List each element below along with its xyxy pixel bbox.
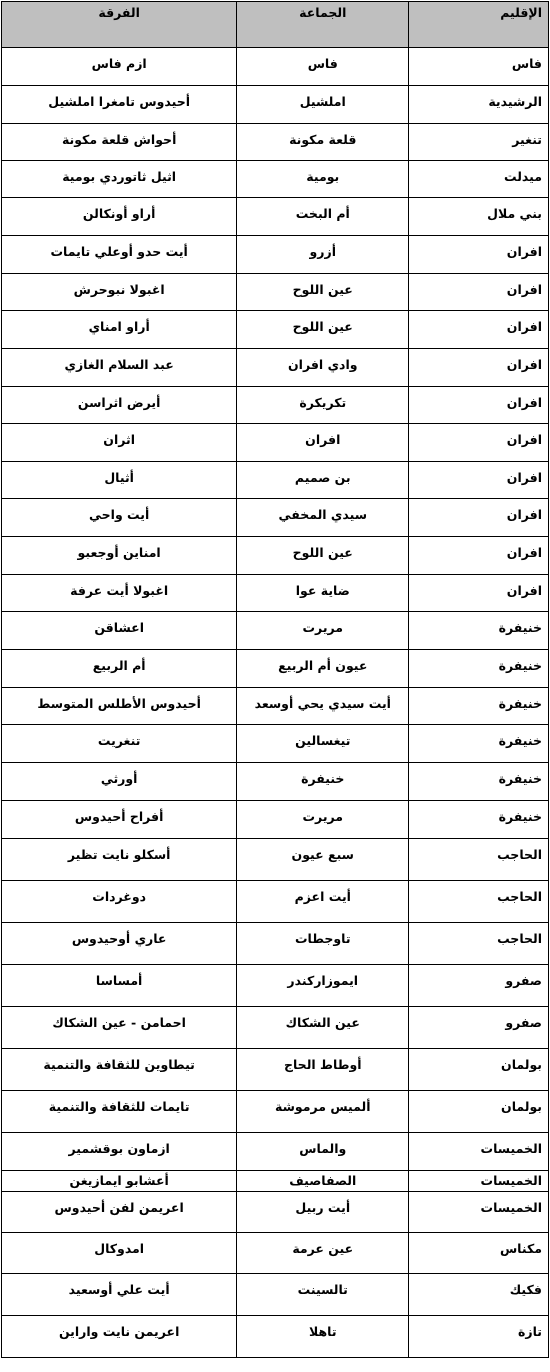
cell-commune: ضاية عوا [237, 575, 409, 612]
cell-troupe: أحيدوس الأطلس المتوسط [2, 688, 237, 725]
cell-province: بولمان [409, 1091, 549, 1133]
header-commune: الجماعة [237, 2, 409, 48]
cell-province: افران [409, 311, 549, 349]
cell-commune: تاوجطات [237, 923, 409, 965]
cell-province: افران [409, 462, 549, 499]
cell-commune: بن صميم [237, 462, 409, 499]
cell-commune: أزرو [237, 236, 409, 274]
cell-troupe: احمامن - عين الشكاك [2, 1007, 237, 1049]
cell-commune: تاهلا [237, 1316, 409, 1358]
cell-troupe: اغبولا نبوحرش [2, 274, 237, 311]
cell-troupe: امدوكال [2, 1233, 237, 1274]
cell-province: افران [409, 537, 549, 575]
cell-troupe: اعريمن نايت واراين [2, 1316, 237, 1358]
cell-commune: عيون أم الربيع [237, 650, 409, 688]
cell-troupe: أيرض اثراسن [2, 387, 237, 424]
table-row [2, 839, 549, 881]
cell-commune: ألميس مرموشة [237, 1091, 409, 1133]
cell-province: الخميسات [409, 1192, 549, 1233]
table-row [2, 725, 549, 763]
table-row [2, 612, 549, 650]
cell-commune: خنيفرة [237, 763, 409, 801]
cell-commune: عين عرمة [237, 1233, 409, 1274]
cell-province: الخميسات [409, 1171, 549, 1192]
cell-province: الحاجب [409, 923, 549, 965]
table-row [2, 801, 549, 839]
cell-province: افران [409, 274, 549, 311]
table-row [2, 387, 549, 424]
cell-province: افران [409, 424, 549, 462]
table-row [2, 763, 549, 801]
cell-province: ميدلت [409, 161, 549, 198]
cell-commune: تيغسالين [237, 725, 409, 763]
table-row [2, 650, 549, 688]
cell-commune: عين الشكاك [237, 1007, 409, 1049]
cell-troupe: تايمات للثقافة والتنمية [2, 1091, 237, 1133]
table-row [2, 198, 549, 236]
cell-troupe: أيت حدو أوعلي تايمات [2, 236, 237, 274]
cell-troupe: اثران [2, 424, 237, 462]
troupes-table [1, 1, 549, 1358]
cell-commune: الصفاصيف [237, 1171, 409, 1192]
table-row [2, 1171, 549, 1192]
table-row [2, 575, 549, 612]
table-row [2, 349, 549, 387]
cell-province: مكناس [409, 1233, 549, 1274]
cell-troupe: امناين أوجعبو [2, 537, 237, 575]
table-row [2, 537, 549, 575]
header-row [2, 2, 549, 48]
cell-province: خنيفرة [409, 688, 549, 725]
cell-commune: فاس [237, 48, 409, 86]
table-row [2, 881, 549, 923]
cell-commune: بومية [237, 161, 409, 198]
cell-troupe: أيت علي أوسعيد [2, 1274, 237, 1316]
cell-commune: والماس [237, 1133, 409, 1171]
cell-province: افران [409, 236, 549, 274]
cell-commune: قلعة مكونة [237, 124, 409, 161]
cell-troupe: أم الربيع [2, 650, 237, 688]
cell-troupe: أسكلو نايت تظير [2, 839, 237, 881]
cell-troupe: أيت واحي [2, 499, 237, 537]
cell-troupe: اثيل ثاتوردي بومية [2, 161, 237, 198]
cell-province: افران [409, 499, 549, 537]
cell-commune: عين اللوح [237, 274, 409, 311]
table-body [2, 48, 549, 1358]
cell-troupe: عاري أوحيدوس [2, 923, 237, 965]
cell-commune: سيدي المخفي [237, 499, 409, 537]
cell-province: الحاجب [409, 839, 549, 881]
cell-commune: ايموزاركندر [237, 965, 409, 1007]
cell-province: بولمان [409, 1049, 549, 1091]
cell-troupe: أمساسا [2, 965, 237, 1007]
cell-commune: مريرت [237, 612, 409, 650]
cell-commune: مريرت [237, 801, 409, 839]
cell-commune: أم البخت [237, 198, 409, 236]
table-row [2, 1049, 549, 1091]
cell-troupe: أراو امناي [2, 311, 237, 349]
table-row [2, 1133, 549, 1171]
cell-province: افران [409, 575, 549, 612]
table-row [2, 124, 549, 161]
cell-troupe: أفراح أحيدوس [2, 801, 237, 839]
cell-commune: تكريكرة [237, 387, 409, 424]
cell-commune: املشيل [237, 86, 409, 124]
cell-troupe: اعشاقن [2, 612, 237, 650]
table-row [2, 311, 549, 349]
cell-troupe: اغبولا أيت عرفة [2, 575, 237, 612]
cell-province: تنغير [409, 124, 549, 161]
table-row [2, 274, 549, 311]
cell-troupe: ازماون بوقشمير [2, 1133, 237, 1171]
cell-troupe: عبد السلام الغازي [2, 349, 237, 387]
cell-troupe: أعشابو ايمازيغن [2, 1171, 237, 1192]
table-row [2, 462, 549, 499]
cell-province: الرشيدية [409, 86, 549, 124]
cell-commune: عين اللوح [237, 537, 409, 575]
table-row [2, 1233, 549, 1274]
table-row [2, 1007, 549, 1049]
cell-commune: أوطاط الحاج [237, 1049, 409, 1091]
cell-province: افران [409, 387, 549, 424]
cell-troupe: أحواش قلعة مكونة [2, 124, 237, 161]
cell-province: الحاجب [409, 881, 549, 923]
cell-province: خنيفرة [409, 801, 549, 839]
table-row [2, 688, 549, 725]
cell-province: الخميسات [409, 1133, 549, 1171]
cell-commune: أيت ربيل [237, 1192, 409, 1233]
cell-troupe: تيطاوين للثقافة والتنمية [2, 1049, 237, 1091]
cell-province: فاس [409, 48, 549, 86]
cell-troupe: اعريمن لفن أحيدوس [2, 1192, 237, 1233]
table-row [2, 236, 549, 274]
table-row [2, 424, 549, 462]
cell-troupe: أحيدوس تامغرا املشيل [2, 86, 237, 124]
cell-troupe: تنغريت [2, 725, 237, 763]
cell-province: بني ملال [409, 198, 549, 236]
table-row [2, 965, 549, 1007]
cell-troupe: ازم فاس [2, 48, 237, 86]
cell-commune: عين اللوح [237, 311, 409, 349]
table-row [2, 1192, 549, 1233]
cell-troupe: أراو أونكالن [2, 198, 237, 236]
cell-province: تازة [409, 1316, 549, 1358]
cell-troupe: أورثي [2, 763, 237, 801]
cell-commune: افران [237, 424, 409, 462]
cell-province: صفرو [409, 1007, 549, 1049]
table-row [2, 923, 549, 965]
cell-troupe: دوغردات [2, 881, 237, 923]
table-row [2, 1091, 549, 1133]
cell-province: خنيفرة [409, 763, 549, 801]
cell-commune: تالسينت [237, 1274, 409, 1316]
cell-province: افران [409, 349, 549, 387]
cell-commune: سبع عيون [237, 839, 409, 881]
cell-province: خنيفرة [409, 612, 549, 650]
cell-commune: وادي افران [237, 349, 409, 387]
table-row [2, 48, 549, 86]
header-troupe: الفرقة [2, 2, 237, 48]
cell-troupe: أثيال [2, 462, 237, 499]
cell-commune: أيت سيدي يحي أوسعد [237, 688, 409, 725]
cell-province: خنيفرة [409, 725, 549, 763]
table-row [2, 499, 549, 537]
header-province: الإقليم [409, 2, 549, 48]
table-row [2, 1274, 549, 1316]
table-row [2, 161, 549, 198]
cell-province: صفرو [409, 965, 549, 1007]
table-row [2, 1316, 549, 1358]
cell-province: فكيك [409, 1274, 549, 1316]
cell-commune: أيت اعزم [237, 881, 409, 923]
cell-province: خنيفرة [409, 650, 549, 688]
table-row [2, 86, 549, 124]
